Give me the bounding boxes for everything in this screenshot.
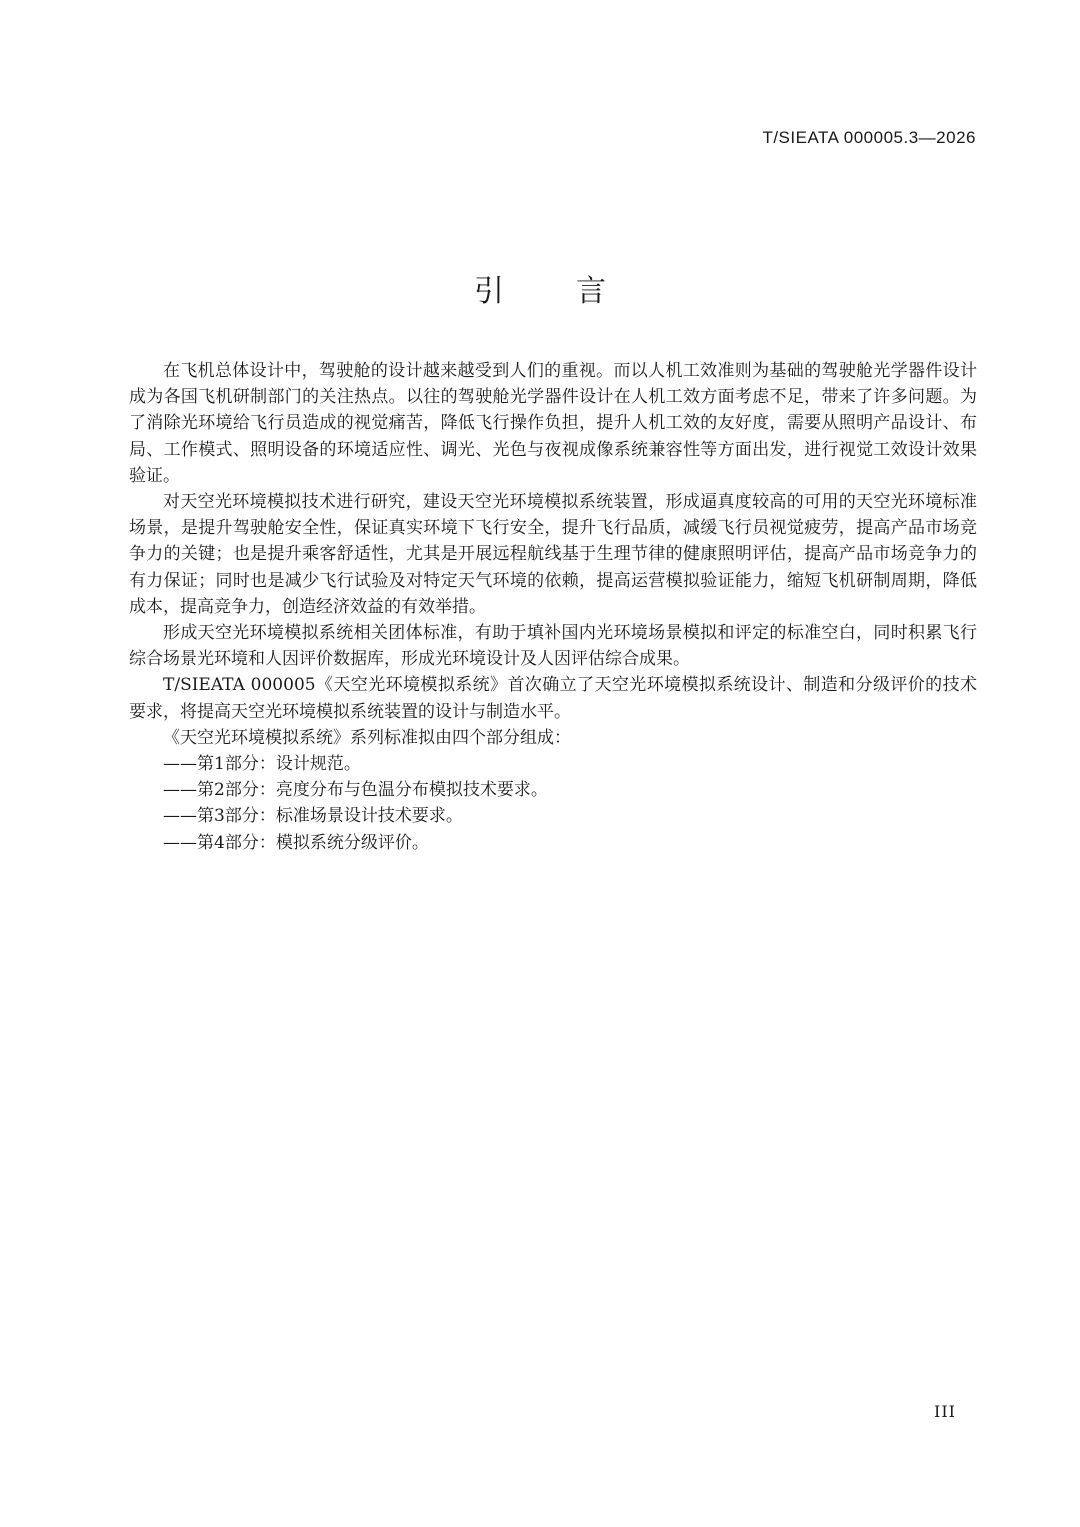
list-item-part-4: ——第4部分：模拟系统分级评价。: [163, 832, 429, 853]
page-number: III: [934, 1402, 956, 1421]
paragraph-1: 在飞机总体设计中，驾驶舱的设计越来越受到人们的重视。而以人机工效准则为基础的驾驶舱光学器件设计成为各国飞机研制部门的关注热点。以往的驾驶舱光学器件设计在人机工效方面考虑不足，带来了许多问题。为了消除光环境给飞行员造成的视觉痛苦，降低飞行操作负担，提升人机工效的友好度，需要从照明产品设计、布局、工作模式、照明设备的环境适应性、调光、光色与夜视成像系统兼容性等方面出发，进行视觉工效设计效果验证。: [129, 361, 977, 486]
paragraph-5: 《天空光环境模拟系统》系列标准拟由四个部分组成：: [163, 727, 571, 748]
page-title: 引言: [474, 274, 678, 309]
paragraph-3: 形成天空光环境模拟系统相关团体标准，有助于填补国内光环境场景模拟和评定的标准空白，同时积累飞行综合场景光环境和人因评价数据库，形成光环境设计及人因评估综合成果。: [129, 623, 977, 670]
parts-list: [129, 751, 977, 856]
introduction-body: [129, 358, 977, 856]
list-item-part-2: ——第2部分：亮度分布与色温分布模拟技术要求。: [163, 780, 548, 801]
paragraph-4: T/SIEATA 000005《天空光环境模拟系统》首次确立了天空光环境模拟系统设计、制造和分级评价的技术要求，将提高天空光环境模拟系统装置的设计与制造水平。: [129, 675, 977, 722]
list-item-part-1: ——第1部分：设计规范。: [163, 754, 361, 775]
document-code: T/SIEATA 000005.3—2026: [762, 128, 976, 147]
paragraph-2: 对天空光环境模拟技术进行研究，建设天空光环境模拟系统装置，形成逼真度较高的可用的天空光环境标准场景，是提升驾驶舱安全性，保证真实环境下飞行安全，提升飞行品质，减缓飞行员视觉疲劳，提高产品市场竞争力的关键；也是提升乘客舒适性，尤其是开展远程航线基于生理节律的健康照明评估，提高产品市场竞争力的有力保证；同时也是减少飞行试验及对特定天气环境的依赖，提高运营模拟验证能力，缩短飞机研制周期，降低成本，提高竞争力，创造经济效益的有效举措。: [129, 492, 977, 617]
list-item-part-3: ——第3部分：标准场景设计技术要求。: [163, 806, 463, 827]
